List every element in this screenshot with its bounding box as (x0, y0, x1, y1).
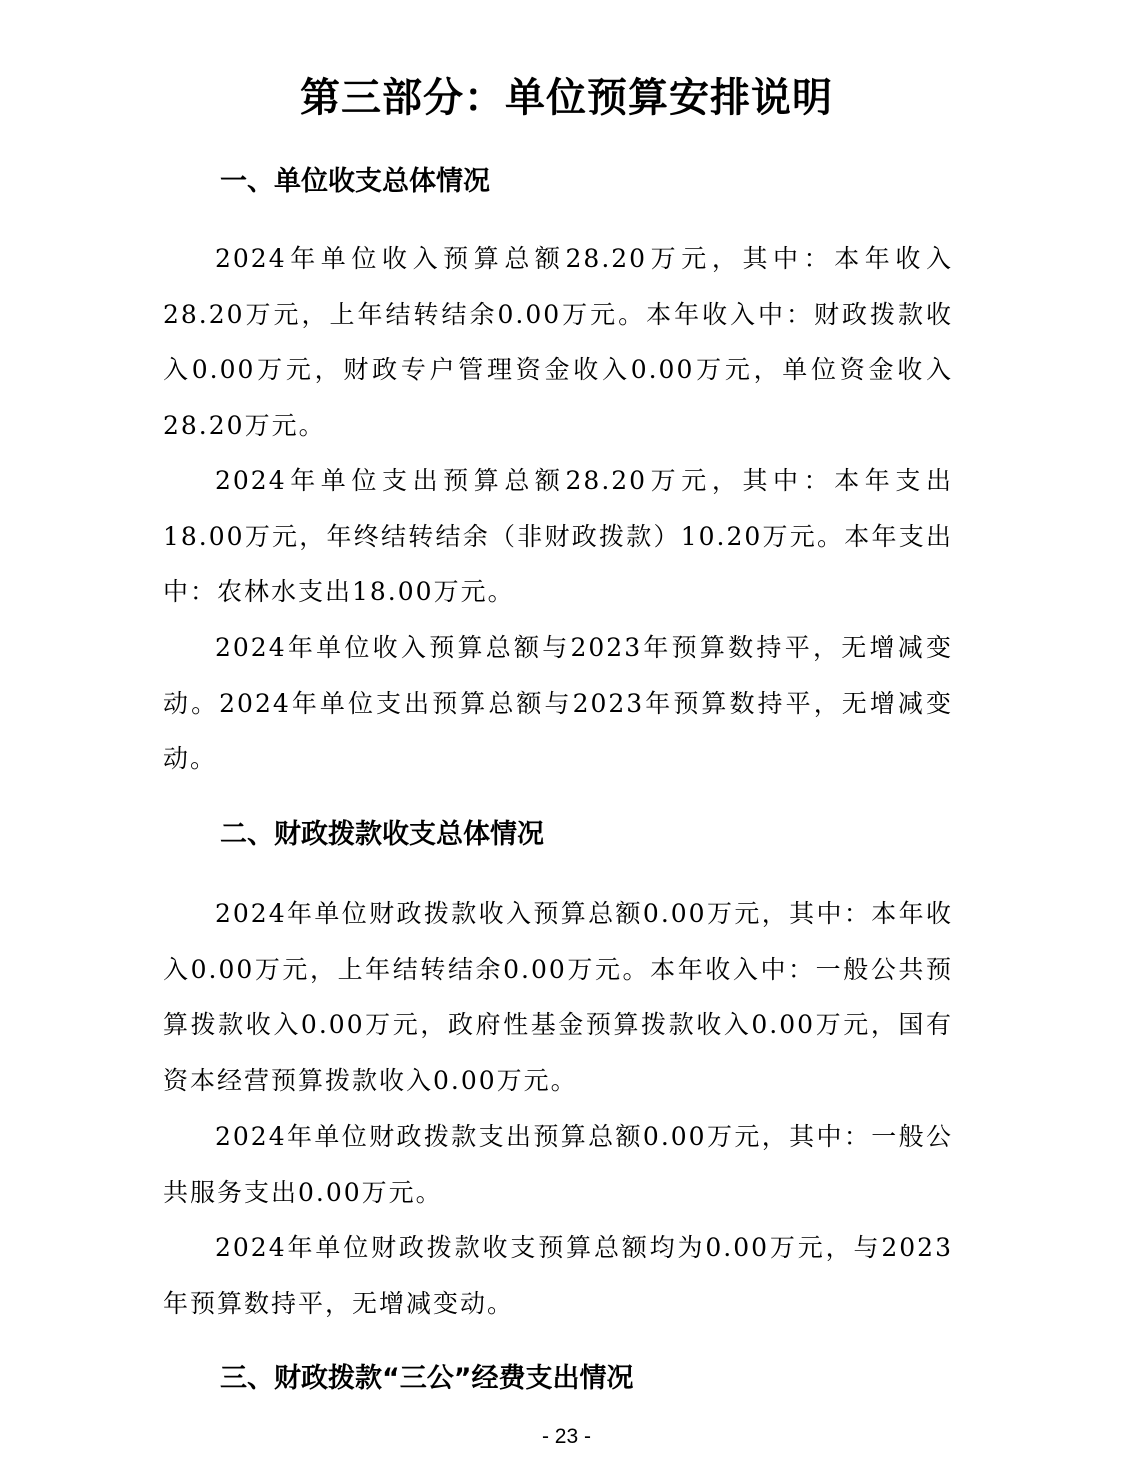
paragraph-fiscal-comparison: 2024年单位财政拨款收支预算总额均为0.00万元，与2023年预算数持平，无增减变动。 (163, 1233, 953, 1318)
page-number: - 23 - (541, 1425, 591, 1448)
section-heading-3: 三、财政拨款“三公”经费支出情况 (220, 1363, 634, 1394)
paragraph-unit-income: 2024年单位收入预算总额28.20万元，其中：本年收入28.20万元，上年结转结余0.00万元。本年收入中：财政拨款收入0.00万元，财政专户管理资金收入0.00万元，单位资金收入28.20万元。 (163, 244, 953, 440)
section-heading-1: 一、单位收支总体情况 (220, 166, 490, 197)
paragraph-fiscal-income: 2024年单位财政拨款收入预算总额0.00万元，其中：本年收入0.00万元，上年结转结余0.00万元。本年收入中：一般公共预算拨款收入0.00万元，政府性基金预算拨款收入0.00万元，国有资本经营预算拨款收入0.00万元。 (163, 899, 953, 1095)
paragraph-unit-comparison: 2024年单位收入预算总额与2023年预算数持平，无增减变动。2024年单位支出预算总额与2023年预算数持平，无增减变动。 (163, 633, 953, 774)
section-heading-2: 二、财政拨款收支总体情况 (220, 819, 544, 850)
page-title: 第三部分：单位预算安排说明 (300, 75, 833, 121)
paragraph-unit-expenditure: 2024年单位支出预算总额28.20万元，其中：本年支出18.00万元，年终结转结余（非财政拨款）10.20万元。本年支出中：农林水支出18.00万元。 (163, 466, 953, 607)
paragraph-fiscal-expenditure: 2024年单位财政拨款支出预算总额0.00万元，其中：一般公共服务支出0.00万元。 (163, 1122, 953, 1207)
